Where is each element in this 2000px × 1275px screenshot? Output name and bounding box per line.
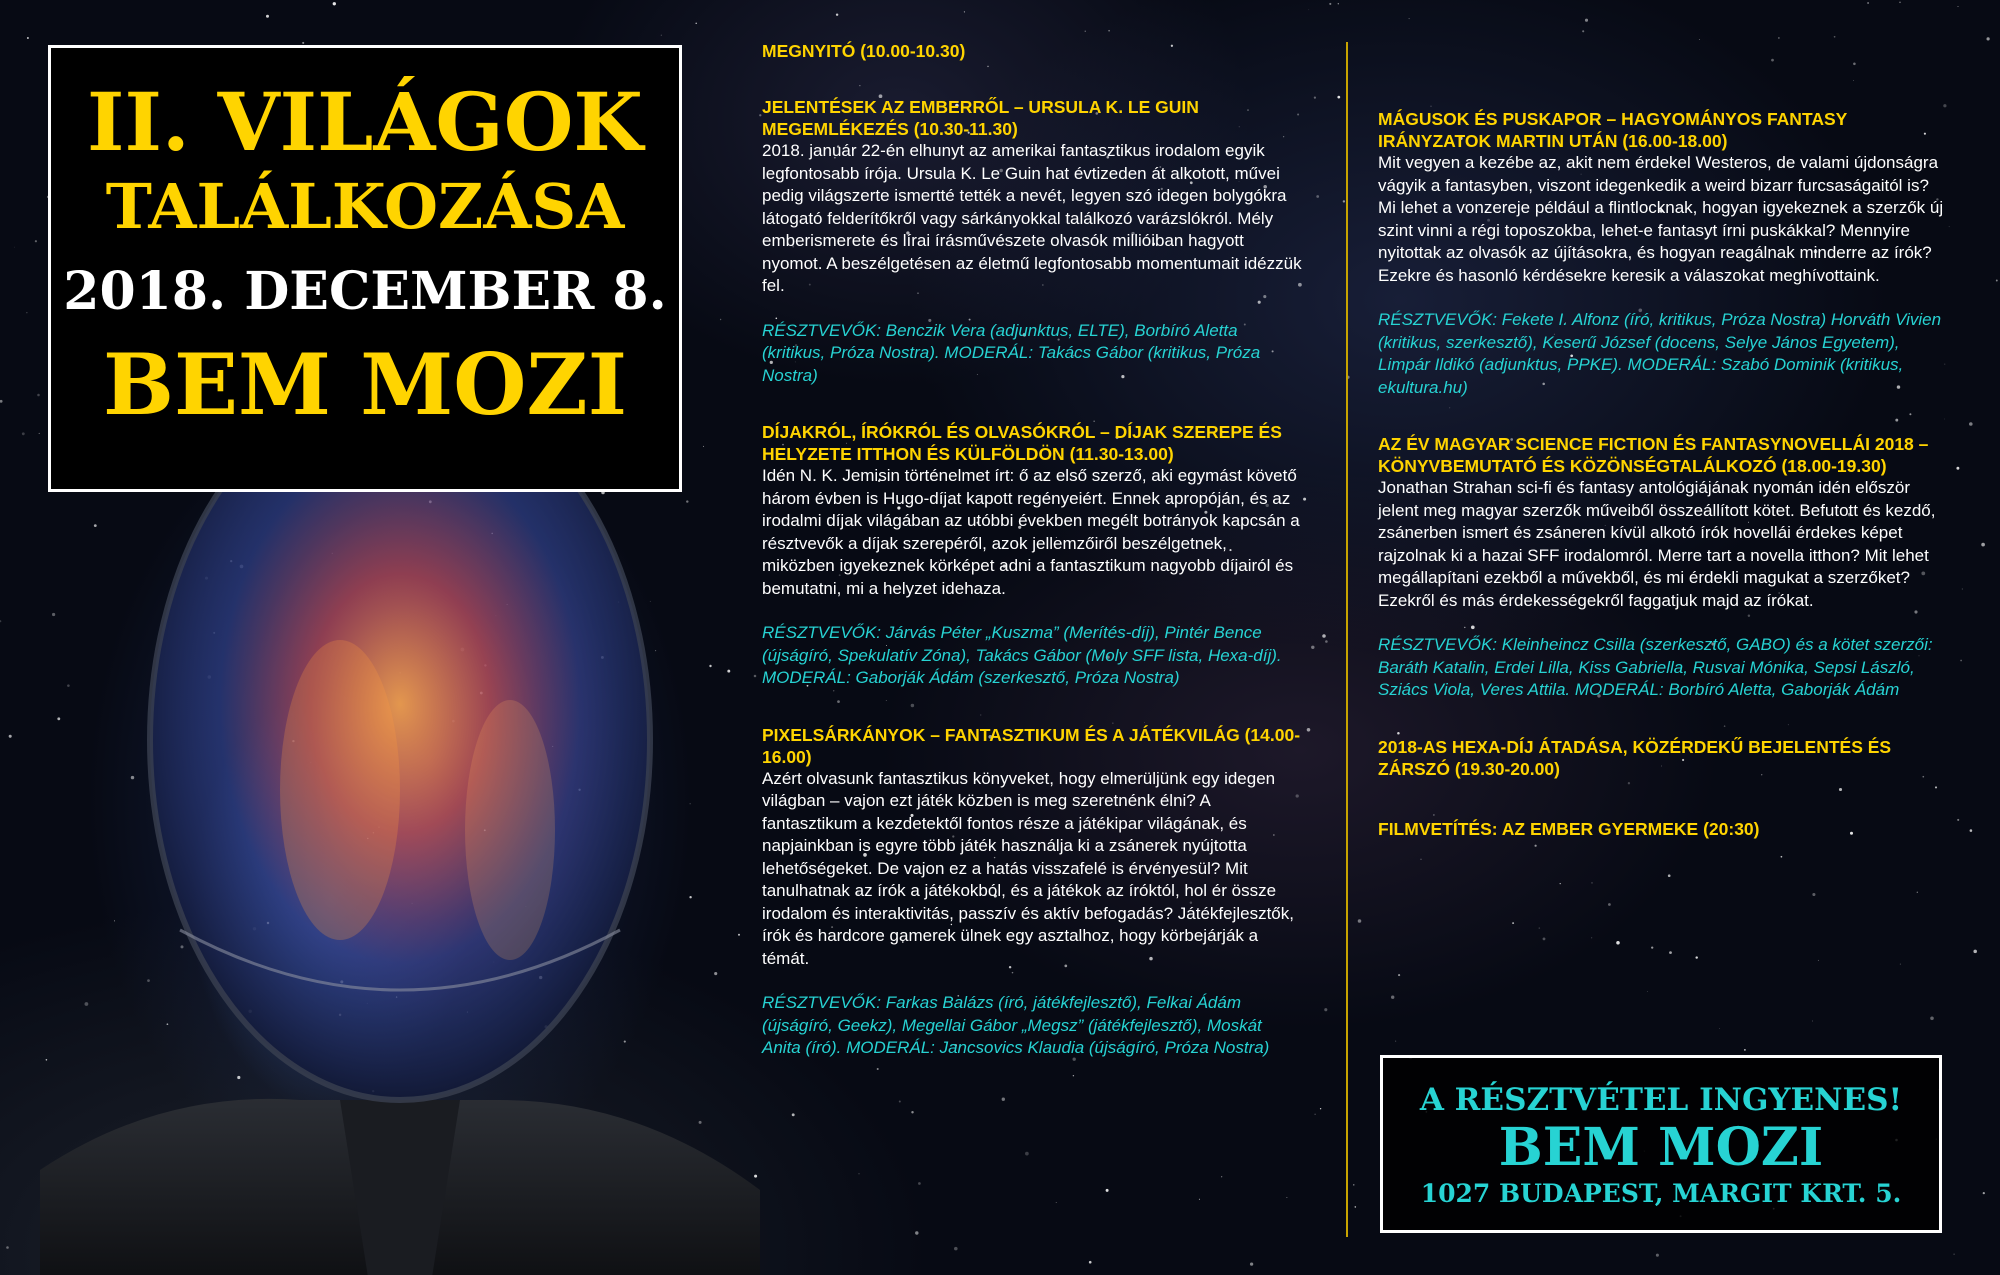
program-item-participants: RÉSZTVEVŐK: Benczik Vera (adjunktus, ELTE), Borbíró Aletta (kritikus, Próza Nostra). MODERÁL: Takács Gábor (kritikus, Próza Nostra)	[762, 320, 1261, 385]
event-title-line-1: II. VILÁGOK	[87, 75, 643, 169]
program-column-right	[1378, 40, 1944, 862]
event-title-line-2: TALÁLKOZÁSA	[105, 170, 625, 243]
program-item-time: (16.00-18.00)	[1622, 131, 1728, 151]
program-item-description: Jonathan Strahan sci-fi és fantasy antológiájának nyomán idén először jelent meg magyar szerzők műveiből összeállított kötet. Befutott és kezdő, zsánerben ismert és zsáneren kívül alkotó írók novellái érdekes képet rajzolnak ki a hazai SFF irodalomról. Merre tart a novella itthon? Mit lehet megállapítani ezekből a művekből, és mi érdekli magukat a szerzőket? Ezekről és más érdekességekről faggatjuk majd az írókat.	[1378, 478, 1936, 610]
venue-name: BEM MOZI	[1498, 1117, 1824, 1178]
program-item-time: (20:30)	[1703, 818, 1760, 839]
admission-info-box	[1380, 1055, 1942, 1233]
program-item-heading: 2018-AS HEXA-DÍJ ÁTADÁSA, KÖZÉRDEKŰ BEJELENTÉS ÉS ZÁRSZÓ (19.30-20.00)	[1378, 736, 1892, 779]
program-item-heading: MÁGUSOK ÉS PUSKAPOR – HAGYOMÁNYOS FANTASY IRÁNYZATOK MARTIN UTÁN (16.00-18.00)	[1378, 109, 1847, 151]
program-item-participants: RÉSZTVEVŐK: Fekete I. Alfonz (író, kritikus, Próza Nostra) Horváth Vivien (kritikus, szerkesztő), Keserű József (docens, Selye János Egyetem), Limpár Ildikó (adjunktus, PPKE). MODERÁL: Szabó Dominik (kritikus, ekultura.hu)	[1378, 310, 1942, 397]
event-venue: BEM MOZI	[102, 335, 627, 434]
program-item-description: Idén N. K. Jemisin történelmet írt: ő az első szerző, aki egymást követő három évben is Hugo-díjat kapott regényeiért. Ennek apropóján, és az irodalmi díjak világában az utóbbi években megélt botrányok kapcsán a résztvevők a díjak szerepéről, azok jellemzőiről beszélgetnek, miközben igyekeznek körképet adni a fantasztikum nagyobb díjairól és bemutatni, mi a helyzet idehaza.	[762, 466, 1300, 598]
program-item-time: (19.30-20.00)	[1454, 758, 1560, 779]
program-item-participants: RÉSZTVEVŐK: Farkas Balázs (író, játékfejlesztő), Felkai Ádám (újságíró, Geekz), Megellai Gábor „Megsz” (játékfejlesztő), Moskát Anita (író). MODERÁL: Jancsovics Klaudia (újságíró, Próza Nostra)	[762, 993, 1270, 1057]
program-item-time: (10.30-11.30)	[913, 119, 1018, 139]
astronaut-helmet-illustration	[40, 410, 760, 1275]
program-item-time: (11.30-13.00)	[1069, 444, 1174, 464]
program-item-awards	[762, 421, 1302, 690]
program-item-hexa-award	[1378, 736, 1944, 780]
program-item-anthology	[1378, 433, 1944, 702]
free-admission-text: A RÉSZTVÉTEL INGYENES!	[1419, 1082, 1903, 1118]
program-item-description: Azért olvasunk fantasztikus könyveket, hogy elmerüljünk egy idegen világban – vajon ezt játék közben is meg szeretnénk élni? A fantasztikum a kezdetektől fontos része a játékipar világának, és napjainkban is egyre több játék használja ki a zsánerek nyújtotta lehetőségeket. De vajon ez a hatás visszafelé is érvényesül? Mit tanulhatnak az írók a játékokból, és a játékok az íróktól, hol ér össze irodalom és interaktivitás, passzív és aktív befogadás? Játékfejlesztők, írók és hardcore gamerek ülnek egy asztalhoz, hogy körbejárják a témát.	[762, 768, 1294, 968]
program-item-time: (18.00-19.30)	[1781, 456, 1887, 476]
event-title-box	[48, 45, 682, 492]
program-item-time: (10.00-10.30)	[860, 41, 966, 61]
program-item-heading: FILMVETÍTÉS: AZ EMBER GYERMEKE (20:30)	[1378, 818, 1760, 839]
program-item-le-guin	[762, 96, 1302, 387]
program-item-games	[762, 724, 1302, 1060]
program-item-participants: RÉSZTVEVŐK: Kleinheincz Csilla (szerkesztő, GABO) és a kötet szerzői: Baráth Katalin, Erdei Lilla, Kiss Gabriella, Rusvai Mónika, Sepsi László, Sziács Viola, Veres Attila. MODERÁL: Borbíró Aletta, Gaborják Ádám	[1378, 635, 1933, 699]
program-item-heading: PIXELSÁRKÁNYOK – FANTASZTIKUM ÉS A JÁTÉKVILÁG (14.00-16.00)	[762, 724, 1301, 767]
program-item-heading: MEGNYITÓ (10.00-10.30)	[762, 41, 966, 61]
program-item-heading: JELENTÉSEK AZ EMBERRŐL – URSULA K. LE GUIN MEGEMLÉKEZÉS (10.30-11.30)	[762, 97, 1199, 139]
program-item-description: 2018. január 22-én elhunyt az amerikai fantasztikus irodalom egyik legfontosabb írója. Ursula K. Le Guin hat évtizeden át alkotott, művei pedig világszerte ismertté tették a nevét, legyen szó idegen bolygókra látogató felderítőkről vagy sárkányokkal találkozó varázslókról. Mély emberismerete és lírai írásművészete olvasók millióiban hagyott nyomot. A beszélgetésen az életmű legfontosabb momentumait idézzük fel.	[762, 141, 1302, 295]
program-item-heading: DÍJAKRÓL, ÍRÓKRÓL ÉS OLVASÓKRÓL – DÍJAK SZEREPE ÉS HELYZETE ITTHON ÉS KÜLFÖLDÖN (11.30-13.00)	[762, 422, 1282, 464]
program-item-description: Mit vegyen a kezébe az, akit nem érdekel Westeros, de valami újdonságra vágyik a fantasyben, viszont idegenkedik a weird bizarr furcsaságaitól is? Mi lehet a vonzereje például a flintlocknak, hogyan igyekeznek a szerzők új szint vinni a régi toposzokba, lehet-e fantasyt írni puskákkal? Mennyire nyitottak az olvasók az újításokra, és hogyan reagálnak minderre az írók? Ezekre és hasonló kérdésekre keresik a válaszokat meghívottaink.	[1378, 153, 1944, 285]
program-item-heading: AZ ÉV MAGYAR SCIENCE FICTION ÉS FANTASYNOVELLÁI 2018 – KÖNYVBEMUTATÓ ÉS KÖZÖNSÉGTALÁLKOZÓ (18.00-19.30)	[1378, 434, 1929, 476]
column-divider	[1346, 42, 1348, 1237]
venue-address: 1027 BUDAPEST, MARGIT KRT. 5.	[1420, 1179, 1902, 1208]
program-item-time: (14.00-16.00)	[762, 724, 1301, 767]
program-column-left	[762, 40, 1302, 1082]
program-item-fantasy	[1378, 108, 1944, 399]
program-item-participants: RÉSZTVEVŐK: Járvás Péter „Kuszma” (Merítés-díj), Pintér Bence (újságíró, Spekulatív Zóna), Takács Gábor (Moly SFF lista, Hexa-díj). MODERÁL: Gaborják Ádám (szerkesztő, Próza Nostra)	[762, 623, 1282, 687]
event-date: 2018. DECEMBER 8.	[63, 261, 667, 322]
program-item-opening	[762, 40, 1302, 62]
program-item-film	[1378, 818, 1944, 840]
